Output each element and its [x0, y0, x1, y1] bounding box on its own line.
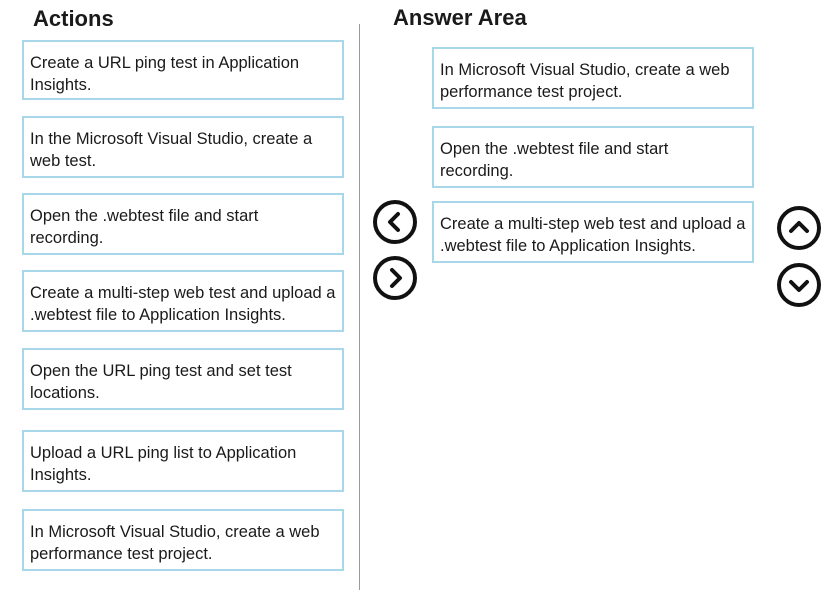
action-item-text: In the Microsoft Visual Studio, create a web test. [30, 130, 313, 170]
move-down-button[interactable] [777, 263, 821, 307]
action-item[interactable] [22, 116, 344, 178]
move-up-button[interactable] [777, 206, 821, 250]
move-to-actions-button[interactable] [373, 200, 417, 244]
action-item[interactable] [22, 270, 344, 332]
action-item[interactable] [22, 348, 344, 410]
action-item-text: In Microsoft Visual Studio, create a web performance test project. [30, 523, 320, 563]
action-item[interactable] [22, 40, 344, 100]
move-to-answer-button[interactable] [373, 256, 417, 300]
chevron-down-icon [787, 273, 811, 297]
answer-area-heading: Answer Area [393, 5, 527, 30]
action-item[interactable] [22, 193, 344, 255]
action-item-text: Create a multi-step web test and upload a .webtest file to Application Insights. [30, 284, 336, 324]
answer-item-text: Create a multi-step web test and upload a .webtest file to Application Insights. [440, 215, 746, 255]
chevron-left-icon [383, 210, 407, 234]
actions-heading: Actions [33, 6, 114, 31]
action-item-text: Open the .webtest file and start recording. [30, 207, 259, 247]
action-item[interactable] [22, 509, 344, 571]
action-item-text: Open the URL ping test and set test locations. [30, 362, 292, 402]
answer-item[interactable] [432, 126, 754, 188]
column-divider [359, 24, 360, 590]
chevron-right-icon [383, 266, 407, 290]
chevron-up-icon [787, 216, 811, 240]
answer-item-text: In Microsoft Visual Studio, create a web performance test project. [440, 61, 730, 101]
answer-item-text: Open the .webtest file and start recording. [440, 140, 669, 180]
answer-item[interactable] [432, 201, 754, 263]
action-item[interactable] [22, 430, 344, 492]
action-item-text: Upload a URL ping list to Application Insights. [30, 444, 297, 484]
action-item-text: Create a URL ping test in Application Insights. [30, 54, 300, 94]
answer-item[interactable] [432, 47, 754, 109]
